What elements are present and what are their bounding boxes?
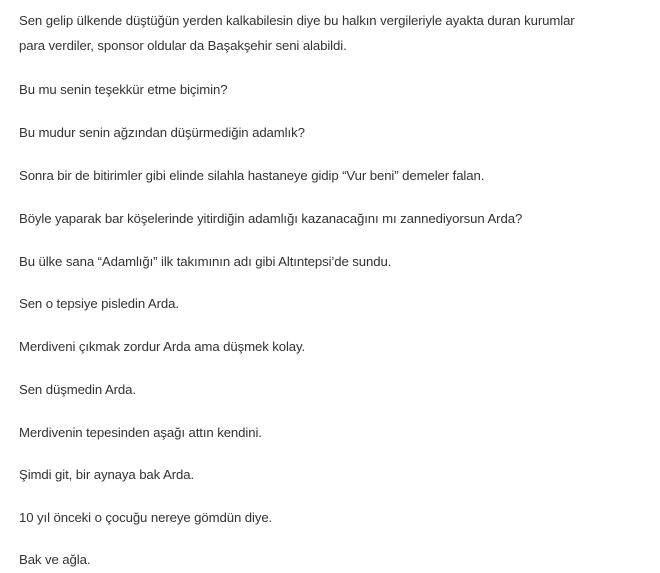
paragraph: Sen düşmedin Arda. — [19, 382, 136, 397]
paragraph: Şimdi git, bir aynaya bak Arda. — [19, 467, 195, 482]
paragraph: Bu mu senin teşekkür etme biçimin? — [19, 82, 228, 97]
paragraph: Sonra bir de bitirimler gibi elinde silahla hastaneye gidip “Vur beni” demeler falan. — [19, 168, 485, 183]
paragraph: Merdivenin tepesinden aşağı attın kendini. — [19, 425, 262, 440]
paragraph-line-2: para verdiler, sponsor oldular da Başakşehir seni alabildi. — [19, 38, 347, 53]
paragraph: Böyle yaparak bar köşelerinde yitirdiğin adamlığı kazanacağını mı zannediyorsun Arda? — [19, 211, 523, 226]
paragraph: Bu mudur senin ağzından düşürmediğin adamlık? — [19, 125, 305, 140]
paragraph: Sen o tepsiye pisledin Arda. — [19, 296, 179, 311]
paragraph-line-1: Sen gelip ülkende düştüğün yerden kalkabilesin diye bu halkın vergileriyle ayakta duran kurumlar — [19, 13, 575, 28]
paragraph: Merdiveni çıkmak zordur Arda ama düşmek kolay. — [19, 339, 306, 354]
paragraph: Bu ülke sana “Adamlığı” ilk takımının adı gibi Altıntepsi’de sundu. — [19, 254, 392, 269]
paragraph: 10 yıl önceki o çocuğu nereye gömdün diye. — [19, 510, 273, 525]
paragraph: Bak ve ağla. — [19, 552, 91, 567]
